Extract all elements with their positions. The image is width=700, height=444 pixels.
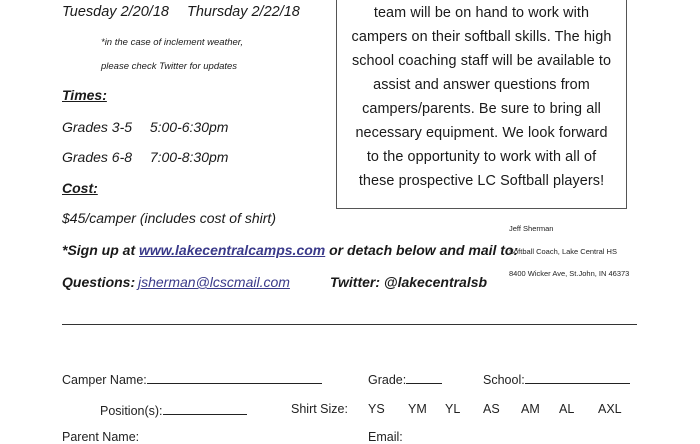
school-label: School: xyxy=(483,373,525,387)
grade-label: Grade: xyxy=(368,373,407,387)
signup-prefix: *Sign up at xyxy=(62,242,139,258)
info-box-line: campers on their softball skills. The high xyxy=(351,29,612,45)
mail-to-address: 8400 Wicker Ave, St.John, IN 46373 xyxy=(509,269,630,278)
signup-link[interactable]: www.lakecentralcamps.com xyxy=(139,242,326,258)
info-box-line: school coaching staff will be available to xyxy=(351,53,612,69)
info-box-line: campers/parents. Be sure to bring all xyxy=(362,101,601,117)
shirt-size-am[interactable]: AM xyxy=(521,402,540,416)
shirt-size-label: Shirt Size: xyxy=(291,402,348,416)
info-box xyxy=(336,0,627,209)
questions-label: Questions: xyxy=(62,274,136,290)
cost-heading: Cost: xyxy=(62,180,98,196)
date-tuesday: Tuesday 2/20/18 xyxy=(62,4,169,20)
parent-name-label: Parent Name: xyxy=(62,430,140,444)
shirt-size-yl[interactable]: YL xyxy=(445,402,461,416)
signup-suffix: or detach below and mail to: xyxy=(325,242,519,258)
school-field[interactable] xyxy=(525,371,630,384)
info-box-line: these prospective LC Softball players! xyxy=(358,173,605,189)
shirt-size-al[interactable]: AL xyxy=(559,402,575,416)
position-label: Position(s): xyxy=(100,404,163,418)
mail-to-title: Softball Coach, Lake Central HS xyxy=(509,247,617,256)
grades-6-8-label: Grades 6-8 xyxy=(62,149,133,165)
grades-3-5-label: Grades 3-5 xyxy=(62,119,133,135)
position-field[interactable] xyxy=(163,402,247,415)
shirt-size-ys[interactable]: YS xyxy=(368,402,385,416)
grades-6-8-time: 7:00-8:30pm xyxy=(149,149,229,165)
shirt-size-ym[interactable]: YM xyxy=(408,402,427,416)
camper-name-label: Camper Name: xyxy=(62,373,147,387)
info-box-line: assist and answer questions from xyxy=(373,77,590,93)
email-label: Email: xyxy=(368,430,403,444)
shirt-size-as[interactable]: AS xyxy=(483,402,500,416)
mail-to-name: Jeff Sherman xyxy=(509,224,554,233)
info-box-line: to the opportunity to work with all of xyxy=(366,149,597,165)
grades-3-5-time: 5:00-6:30pm xyxy=(149,119,229,135)
date-thursday: Thursday 2/22/18 xyxy=(187,4,300,20)
detach-line xyxy=(62,324,637,325)
info-box-line: team will be on hand to work with xyxy=(373,5,590,21)
info-box-line: necessary equipment. We look forward xyxy=(355,125,608,141)
questions-twitter: Twitter: @lakecentralsb xyxy=(330,274,488,290)
times-heading: Times: xyxy=(62,87,107,103)
camper-name-field[interactable] xyxy=(147,371,322,384)
weather-note-line2: please check Twitter for updates xyxy=(101,61,238,72)
cost-value: $45/camper (includes cost of shirt) xyxy=(62,210,276,226)
grade-field[interactable] xyxy=(406,371,442,384)
questions-email[interactable]: jsherman@lcscmail.com xyxy=(138,274,290,290)
shirt-size-axl[interactable]: AXL xyxy=(598,402,622,416)
weather-note-line1: *in the case of inclement weather, xyxy=(101,37,244,48)
